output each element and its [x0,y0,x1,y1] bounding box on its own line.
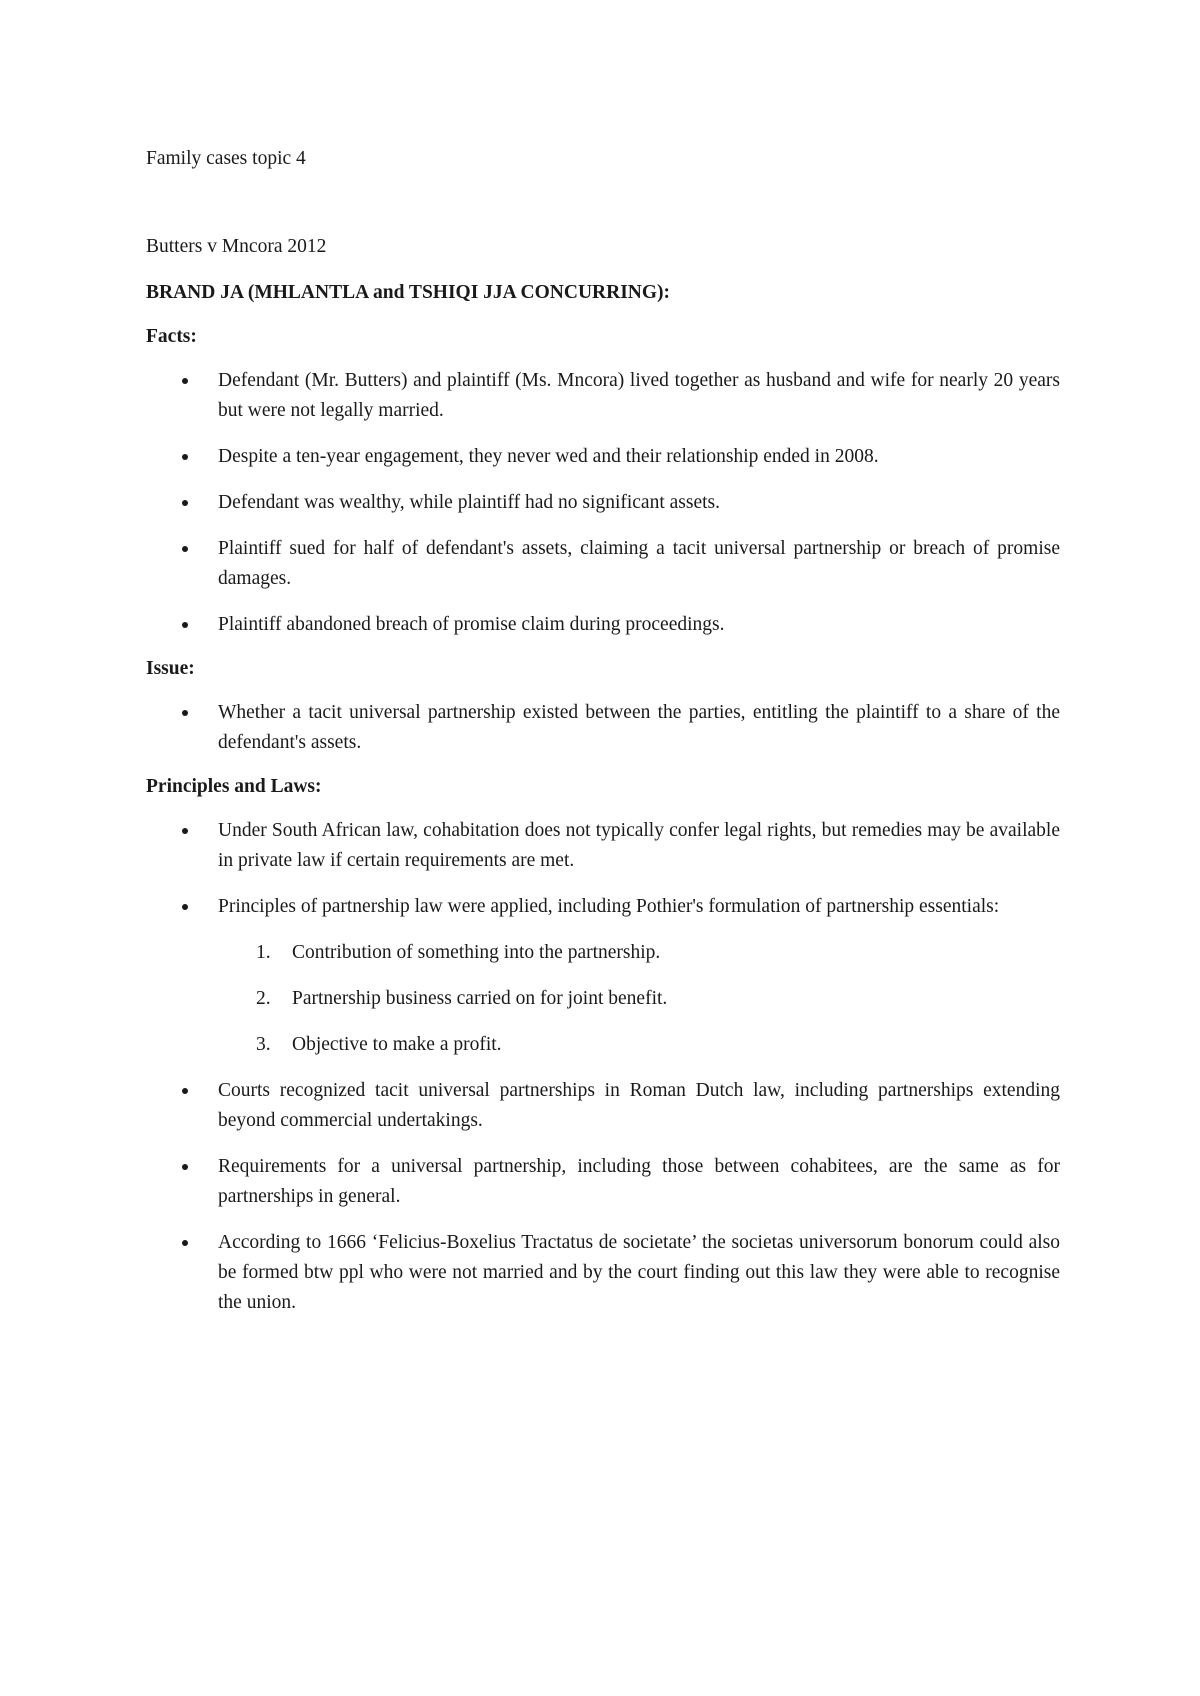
list-item [146,698,1060,758]
list-item [146,534,1060,594]
bullet-icon [182,500,188,506]
bullet-icon [182,710,188,716]
item-number: 1. [256,942,271,963]
document-title: Family cases topic 4 [146,148,306,169]
list-item-text: Whether a tacit universal partnership existed between the parties, entitling the plaintiff to a share of the defendant's assets. [218,702,1060,753]
list-item [146,1228,1060,1318]
bullet-icon [182,828,188,834]
principles-list [146,816,1060,922]
bullet-icon [182,378,188,384]
list-item-text: Principles of partnership law were applied, including Pothier's formulation of partnership essentials: [218,896,1000,917]
list-item [146,366,1060,426]
bullet-icon [182,546,188,552]
case-title: Butters v Mncora 2012 [146,236,327,257]
list-item [146,1152,1060,1212]
principles-heading: Principles and Laws: [146,776,322,797]
list-item-text: Requirements for a universal partnership, including those between cohabitees, are the same as for partnerships in general. [218,1156,1060,1207]
numbered-item-text: Contribution of something into the partnership. [292,942,661,963]
judge-line: BRAND JA (MHLANTLA and TSHIQI JJA CONCURRING): [146,282,671,303]
list-item [146,816,1060,876]
partnership-essentials-list [146,938,1060,1060]
bullet-icon [182,1240,188,1246]
numbered-item [146,1030,1060,1060]
bullet-icon [182,904,188,910]
list-item-text: According to 1666 ‘Felicius-Boxelius Tractatus de societate’ the societas universorum bonorum could also be formed btw ppl who were not married and by the court finding out this law they were able to recognise the union. [218,1232,1060,1313]
list-item-text: Under South African law, cohabitation does not typically confer legal rights, but remedies may be available in private law if certain requirements are met. [218,820,1060,871]
numbered-item-text: Partnership business carried on for joint benefit. [292,988,668,1009]
list-item-text: Plaintiff abandoned breach of promise claim during proceedings. [218,614,725,635]
bullet-icon [182,622,188,628]
list-item [146,892,1060,922]
issue-list [146,698,1060,758]
list-item [146,610,1060,640]
list-item-text: Despite a ten-year engagement, they never wed and their relationship ended in 2008. [218,446,879,467]
bullet-icon [182,1164,188,1170]
bullet-icon [182,454,188,460]
list-item [146,442,1060,472]
list-item-text: Defendant (Mr. Butters) and plaintiff (Ms. Mncora) lived together as husband and wife for nearly 20 years but were not legally married. [218,370,1060,421]
facts-list [146,366,1060,640]
bullet-icon [182,1088,188,1094]
numbered-item [146,984,1060,1014]
item-number: 3. [256,1034,271,1055]
list-item-text: Plaintiff sued for half of defendant's assets, claiming a tacit universal partnership or breach of promise damages. [218,538,1060,589]
facts-heading: Facts: [146,326,197,347]
list-item-text: Courts recognized tacit universal partnerships in Roman Dutch law, including partnerships extending beyond commercial undertakings. [218,1080,1060,1131]
numbered-item [146,938,1060,968]
numbered-item-text: Objective to make a profit. [292,1034,502,1055]
principles-list-continued [146,1076,1060,1318]
list-item [146,488,1060,518]
list-item-text: Defendant was wealthy, while plaintiff had no significant assets. [218,492,720,513]
list-item [146,1076,1060,1136]
issue-heading: Issue: [146,658,195,679]
document-page [146,144,1060,1318]
item-number: 2. [256,988,271,1009]
